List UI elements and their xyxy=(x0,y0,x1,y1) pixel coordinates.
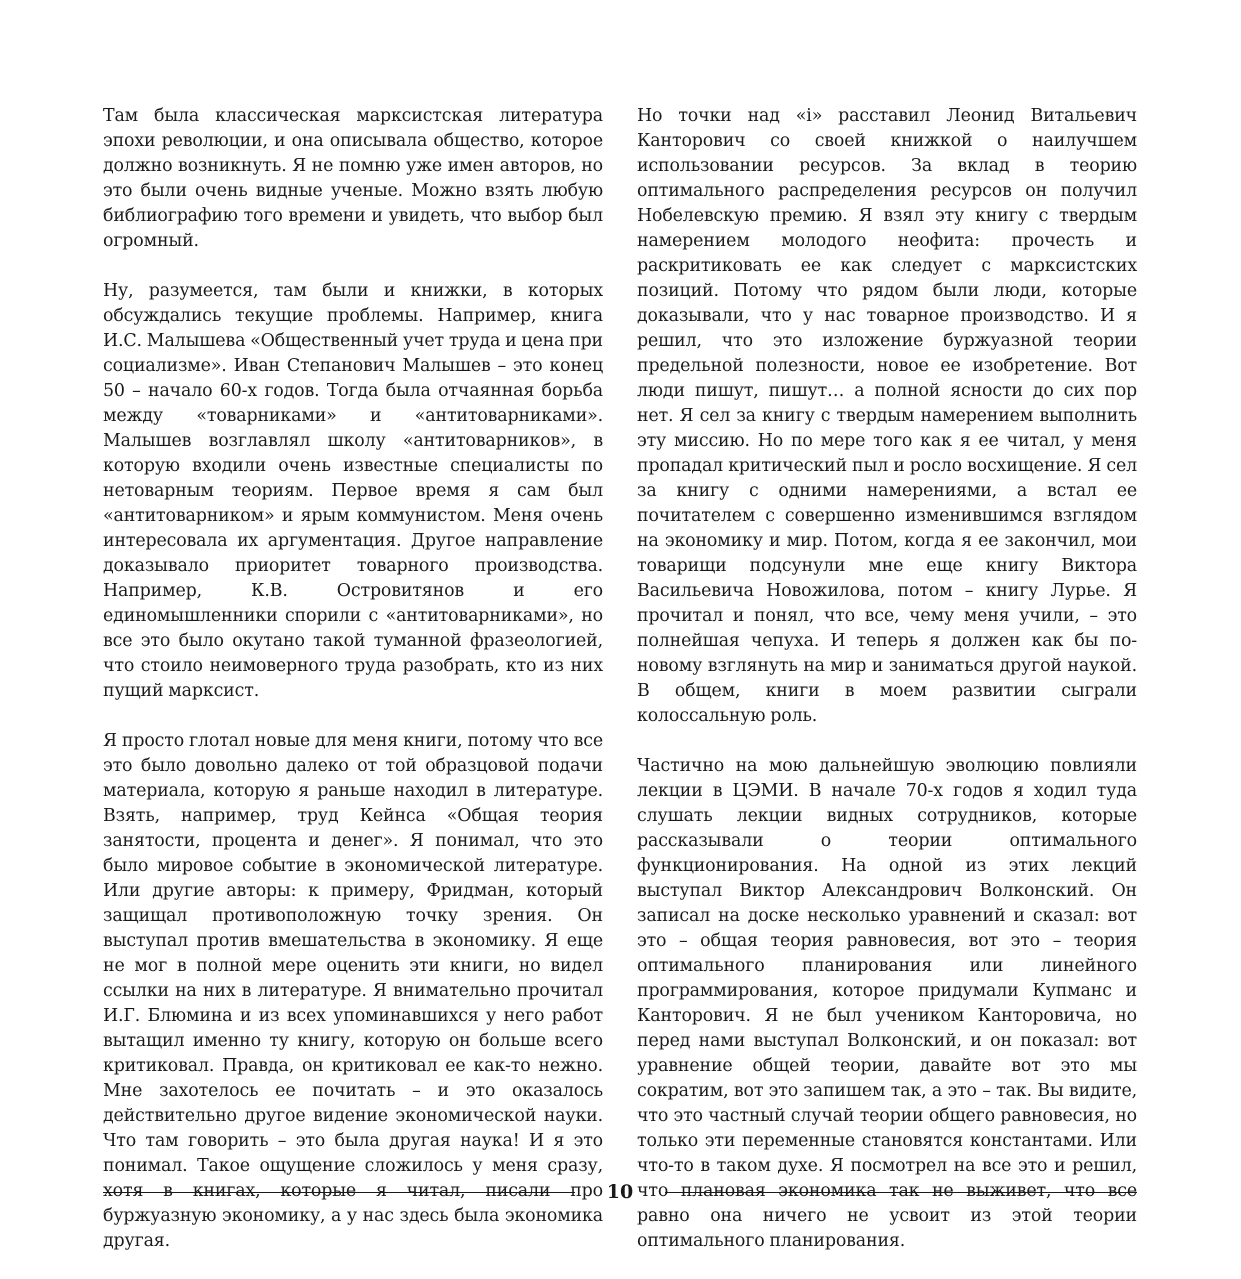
paragraph: Ну, разумеется, там были и книжки, в которых обсуждались текущие проблемы. Например, книга И.С. Малышева «Общественный учет труда и цена при социализме». Иван Степанович Малышев – это конец 50 – начало 60-х годов. Тогда была отчаянная борьба между «товарниками» и «антитоварниками». Малышев возглавлял школу «антитоварников», в которую входили очень известные специалисты по нетоварным теориям. Первое время я сам был «антитоварником» и ярым коммунистом. Меня очень интересовала их аргументация. Другое направление доказывало приоритет товарного производства. Например, К.В. Островитянов и его единомышленники спорили с «антитоварниками», но все это было окутано такой туманной фразеологией, что стоило неимоверного труда разобрать, кто из них пущий марксист. xyxy=(103,281,603,701)
page-number: 10 xyxy=(606,1181,634,1203)
paragraph: Частично на мою дальнейшую эволюцию повлияли лекции в ЦЭМИ. В начале 70-х годов я ходил туда слушать лекции видных сотрудников, которые рассказывали о теории оптимального функционирования. На одной из этих лекций выступал Виктор Александрович Волконский. Он записал на доске несколько уравнений и сказал: вот это – общая теория равновесия, вот это – теория оптимального планирования или линейного программирования, которое придумали Купманс и Канторович. Я не был учеником Канторовича, но перед нами выступал Волконский, и он показал: вот уравнение общей теории, давайте вот это мы сократим, вот это запишем так, а это – так. Вы видите, что это частный случай теории общего равновесия, но только эти переменные становятся константами. Или что-то в таком духе. Я посмотрел на все это и решил, что плановая экономика так не выживет, что все равно она ничего не усвоит из этой теории оптимального планирования. xyxy=(637,756,1137,1251)
left-column xyxy=(103,104,603,1279)
paragraph: Там была классическая марксистская литература эпохи революции, и она описывала общество, которое должно возникнуть. Я не помню уже имен авторов, но это были очень видные ученые. Можно взять любую библиографию того времени и увидеть, что выбор был огромный. xyxy=(103,106,603,251)
paragraph: Я просто глотал новые для меня книги, потому что все это было довольно далеко от той образцовой подачи материала, которую я раньше находил в литературе. Взять, например, труд Кейнса «Общая теория занятости, процента и денег». Я понимал, что это было мировое событие в экономической литературе. Или другие авторы: к примеру, Фридман, который защищал противоположную точку зрения. Он выступал против вмешательства в экономику. Я еще не мог в полной мере оценить эти книги, но видел ссылки на них в литературе. Я внимательно прочитал И.Г. Блюмина и из всех упоминавшихся у него работ вытащил именно ту книгу, которую он больше всего критиковал. Правда, он критиковал ее как-то нежно. Мне захотелось ее почитать – и это оказалось действительно другое видение экономической науки. Что там говорить – это была другая наука! И я это понимал. Такое ощущение сложилось у меня сразу, хотя в книгах, которые я читал, писали про буржуазную экономику, а у нас здесь была экономика другая. xyxy=(103,731,603,1251)
footer-rule-left xyxy=(103,1192,575,1193)
right-column xyxy=(637,104,1137,1279)
page-footer xyxy=(103,1180,1137,1204)
paragraph: Но точки над «i» расставил Леонид Витальевич Канторович со своей книжкой о наилучшем использовании ресурсов. За вклад в теорию оптимального распределения ресурсов он получил Нобелевскую премию. Я взял эту книгу с твердым намерением молодого неофита: прочесть и раскритиковать ее как следует с марксистских позиций. Потому что рядом были люди, которые доказывали, что у нас товарное производство. И я решил, что это изложение буржуазной теории предельной полезности, новое ее изобретение. Вот люди пишут, пишут… а полной ясности до сих пор нет. Я сел за книгу с твердым намерением выполнить эту миссию. Но по мере того как я ее читал, у меня пропадал критический пыл и росло восхищение. Я сел за книгу с одними намерениями, а встал ее почитателем с совершенно изменившимся взглядом на экономику и мир. Потом, когда я ее закончил, мои товарищи подсунули мне еще книгу Виктора Васильевича Новожилова, потом – книгу Лурье. Я прочитал и понял, что все, чему меня учили, – это полнейшая чепуха. И теперь я должен как бы по-новому взглянуть на мир и заниматься другой наукой. В общем, книги в моем развитии сыграли колоссальную роль. xyxy=(637,106,1137,726)
footer-rule-right xyxy=(665,1192,1137,1193)
